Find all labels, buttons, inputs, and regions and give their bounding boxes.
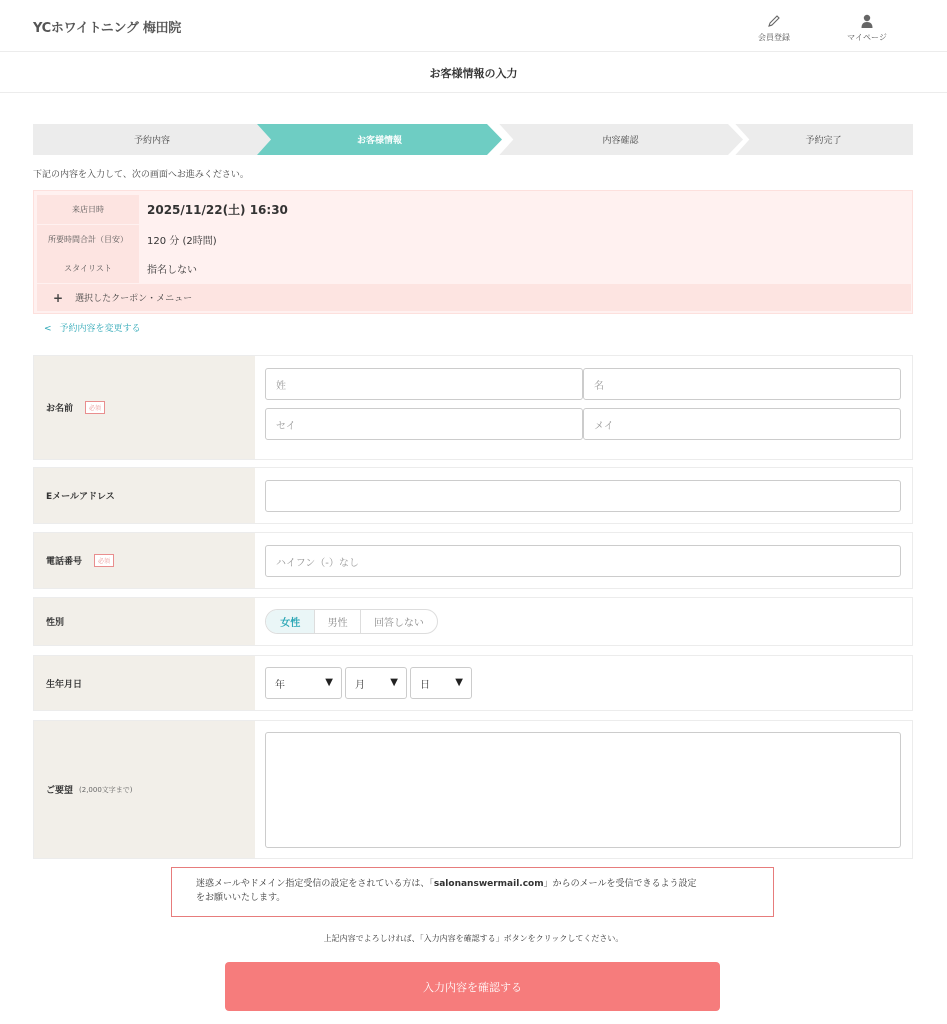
birth-day-select[interactable] bbox=[410, 667, 472, 699]
mypage-link[interactable] bbox=[832, 14, 902, 43]
birth-month-select[interactable] bbox=[345, 667, 407, 699]
notice-text: をお願いいたします。 bbox=[196, 893, 286, 903]
site-header bbox=[0, 0, 947, 52]
first-name-input[interactable]: 名 bbox=[583, 368, 901, 400]
field-label bbox=[34, 356, 255, 459]
confirm-instructions: 上記内容でよろしければ、「入力内容を確認する」ボタンをクリックしてください。 bbox=[323, 934, 624, 943]
step-customer-info bbox=[257, 124, 502, 155]
chevron-left-icon: < bbox=[44, 324, 52, 334]
required-badge: 必須 bbox=[85, 401, 105, 414]
coupon-label: 選択したクーポン・メニュー bbox=[75, 294, 193, 304]
gender-option-female[interactable]: 女性 bbox=[266, 610, 315, 633]
summary-row-duration bbox=[34, 225, 914, 254]
pencil-icon bbox=[739, 14, 809, 30]
confirm-input-button[interactable]: 入力内容を確認する bbox=[225, 962, 720, 1011]
request-textarea[interactable] bbox=[265, 732, 901, 848]
page-title: お客様情報の入力 bbox=[429, 67, 518, 80]
phone-label: 電話番号 bbox=[46, 557, 83, 567]
user-icon bbox=[832, 14, 902, 30]
chevron-down-icon: ▼ bbox=[455, 677, 463, 688]
plus-icon: + bbox=[53, 290, 64, 305]
change-link-label: 予約内容を変更する bbox=[59, 324, 141, 334]
select-value: 月 bbox=[355, 679, 365, 691]
form-row-email bbox=[33, 467, 913, 524]
step-indicator bbox=[33, 124, 913, 155]
gender-option-no-answer[interactable]: 回答しない bbox=[373, 618, 424, 629]
field-label bbox=[34, 656, 255, 710]
summary-value: 2025/11/22(土) 16:30 bbox=[147, 203, 288, 217]
summary-value: 120 分 (2時間) bbox=[147, 236, 217, 247]
step-label: 予約完了 bbox=[805, 136, 842, 146]
coupon-menu-toggle[interactable] bbox=[37, 284, 911, 311]
birthday-label: 生年月日 bbox=[46, 679, 83, 690]
notice-text: 」からのメールを受信できるよう設定 bbox=[543, 879, 697, 889]
chevron-down-icon: ▼ bbox=[325, 677, 333, 688]
step-complete bbox=[734, 124, 913, 155]
notice-email: salonanswermail.com bbox=[433, 879, 544, 889]
form-row-gender bbox=[33, 597, 913, 646]
name-label: お名前 bbox=[46, 404, 74, 414]
gender-label: 性別 bbox=[46, 618, 65, 628]
request-note: (2,000文字まで) bbox=[79, 785, 133, 794]
field-label bbox=[34, 598, 255, 645]
step-label: お客様情報 bbox=[356, 136, 402, 146]
email-label: Eメールアドレス bbox=[46, 492, 115, 502]
last-name-input[interactable]: 姓 bbox=[265, 368, 583, 400]
birth-year-select[interactable] bbox=[265, 667, 342, 699]
required-badge: 必須 bbox=[94, 554, 114, 567]
form-row-birthday bbox=[33, 655, 913, 711]
step-reservation bbox=[33, 124, 271, 155]
summary-key: 来店日時 bbox=[37, 195, 139, 224]
register-link[interactable] bbox=[739, 14, 809, 43]
email-input[interactable] bbox=[265, 480, 901, 512]
brand-name[interactable]: YCホワイトニング 梅田院 bbox=[33, 21, 181, 36]
first-name-kana-input[interactable]: メイ bbox=[583, 408, 901, 440]
page-title-bar bbox=[0, 53, 947, 93]
step-label: 予約内容 bbox=[133, 136, 170, 146]
gender-option-male[interactable]: 男性 bbox=[315, 610, 360, 633]
register-label: 会員登録 bbox=[758, 33, 790, 42]
field-label bbox=[34, 533, 255, 588]
field-label bbox=[34, 468, 255, 523]
intro-text: 下記の内容を入力して、次の画面へお進みください。 bbox=[33, 170, 249, 180]
select-value: 日 bbox=[420, 679, 430, 691]
request-label: ご要望 bbox=[46, 786, 74, 796]
mypage-label: マイページ bbox=[847, 33, 887, 42]
summary-row-datetime bbox=[34, 195, 914, 224]
last-name-kana-input[interactable]: セイ bbox=[265, 408, 583, 440]
summary-value: 指名しない bbox=[147, 265, 197, 276]
chevron-down-icon: ▼ bbox=[390, 677, 398, 688]
email-notice bbox=[171, 867, 774, 917]
summary-row-stylist bbox=[34, 254, 914, 283]
change-reservation-link[interactable] bbox=[44, 321, 141, 334]
gender-selector bbox=[265, 609, 438, 634]
step-confirm bbox=[498, 124, 743, 155]
reservation-summary bbox=[33, 190, 913, 314]
form-row-phone bbox=[33, 532, 913, 589]
form-row-name bbox=[33, 355, 913, 460]
summary-key: 所要時間合計（目安） bbox=[37, 225, 139, 254]
notice-text: 迷惑メールやドメイン指定受信の設定をされている方は、「 bbox=[196, 879, 434, 889]
phone-input[interactable]: ハイフン（-）なし bbox=[265, 545, 901, 577]
step-label: 内容確認 bbox=[602, 136, 639, 146]
summary-key: スタイリスト bbox=[37, 254, 139, 283]
field-label bbox=[34, 721, 255, 858]
select-value: 年 bbox=[275, 679, 285, 691]
form-row-request bbox=[33, 720, 913, 859]
